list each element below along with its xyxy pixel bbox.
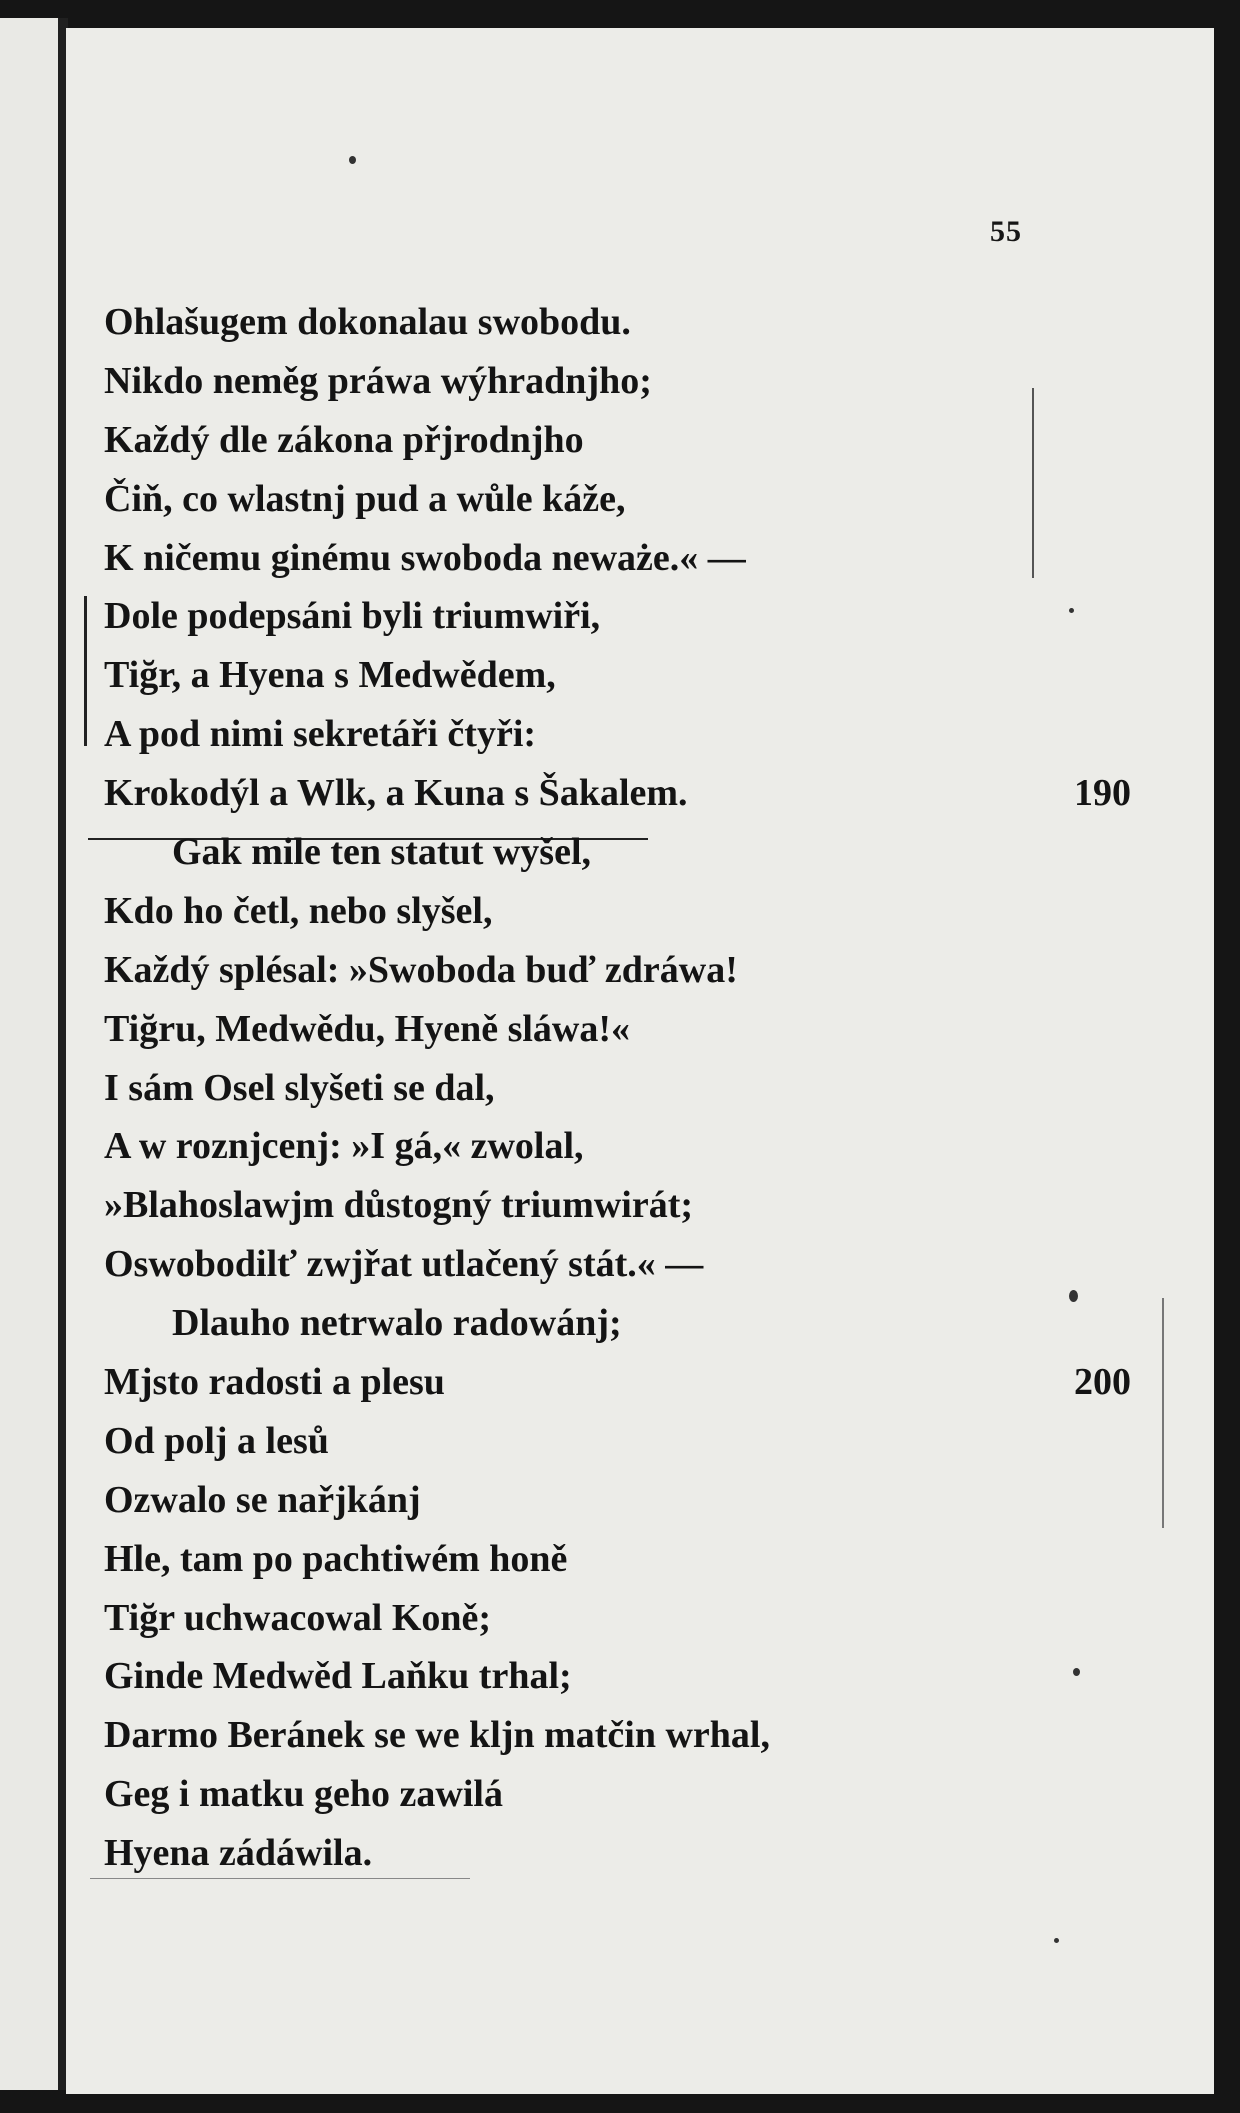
verse-line — [104, 470, 1084, 529]
verse-line — [104, 1294, 1084, 1353]
verse-text: Čiň, co wlastnj pud a wůle káže, — [104, 477, 626, 520]
verse-text: Každý splésal: »Swoboda buď zdráwa! — [104, 948, 738, 991]
verse-text: Dole podepsáni byli triumwiři, — [104, 595, 601, 638]
verse-text: Tiğr, a Hyena s Medwědem, — [104, 654, 556, 697]
verse-line — [104, 1706, 1084, 1765]
verse-line — [104, 1589, 1084, 1648]
verse-line — [104, 587, 1084, 646]
margin-pencil-line — [1162, 1298, 1164, 1528]
verse-line — [104, 1530, 1084, 1589]
verse-line — [104, 705, 1084, 764]
verse-text: Tiğr uchwacowal Koně; — [104, 1596, 492, 1639]
verse-text: Geg i matku geho zawilá — [104, 1773, 503, 1816]
verse-text: Od polj a lesů — [104, 1419, 329, 1462]
verse-text: Hle, tam po pachtiwém honě — [104, 1537, 568, 1580]
verse-text: A w roznjcenj: »I gá,« zwolal, — [104, 1125, 584, 1168]
verse-line — [104, 1235, 1084, 1294]
verse-text: Dlauho netrwalo radowánj; — [172, 1302, 622, 1345]
verse-line — [104, 882, 1084, 941]
verse-line — [104, 823, 1084, 882]
verse-text: Darmo Beránek se we kljn matčin wrhal, — [104, 1714, 770, 1757]
verse-line — [104, 1765, 1084, 1824]
verse-text: Ohlašugem dokonalau swobodu. — [104, 301, 631, 343]
verse-line — [104, 1353, 1131, 1412]
verse-line — [104, 1059, 1084, 1118]
verse-text: Krokodýl a Wlk, a Kuna s Šakalem. — [104, 772, 688, 815]
verse-text: Tiğru, Medwědu, Hyeně sláwa!« — [104, 1007, 631, 1050]
verse-line — [104, 1824, 1084, 1883]
verse-text: Ozwalo se nařjkánj — [104, 1478, 421, 1521]
verse-line — [104, 529, 1084, 588]
line-number: 200 — [1074, 1361, 1131, 1404]
verse-line — [104, 764, 1131, 823]
verse-line — [104, 1412, 1084, 1471]
verse-line — [104, 1647, 1084, 1706]
verse-line — [104, 293, 1084, 352]
page-number: 55 — [990, 215, 1022, 248]
verse-text: Gak mile ten statut wyšel, — [172, 831, 592, 874]
verse-line — [104, 646, 1084, 705]
verse-text: Nikdo neměg práwa wýhradnjho; — [104, 359, 652, 402]
verse-text: Každý dle zákona přjrodnjho — [104, 418, 584, 461]
verse-line — [104, 352, 1084, 411]
ink-speck — [1054, 1938, 1059, 1943]
verse-text: Mjsto radosti a plesu — [104, 1361, 445, 1404]
verse-line — [104, 941, 1084, 1000]
ink-speck — [349, 156, 356, 164]
verse-text: K ničemu ginému swoboda neważe.« — — [104, 536, 746, 579]
margin-bracket — [84, 596, 87, 746]
verse-text: Hyena zádáwila. — [104, 1832, 373, 1875]
line-number: 190 — [1074, 772, 1131, 815]
verse-text: Ginde Medwěd Laňku trhal; — [104, 1655, 572, 1698]
verse-line — [104, 1117, 1084, 1176]
verse-text: »Blahoslawjm důstogný triumwirát; — [104, 1184, 694, 1227]
poem-text — [104, 293, 1131, 1883]
verse-text: I sám Osel slyšeti se dal, — [104, 1066, 495, 1109]
verse-line — [104, 1471, 1084, 1530]
verse-text: Oswobodilť zwjřat utlačený stát.« — — [104, 1243, 704, 1286]
facing-page-edge — [0, 18, 58, 2090]
verse-line — [104, 1176, 1084, 1235]
verse-text: A pod nimi sekretáři čtyři: — [104, 713, 537, 756]
verse-line — [104, 411, 1084, 470]
verse-line — [104, 1000, 1084, 1059]
verse-text: Kdo ho četl, nebo slyšel, — [104, 889, 493, 932]
